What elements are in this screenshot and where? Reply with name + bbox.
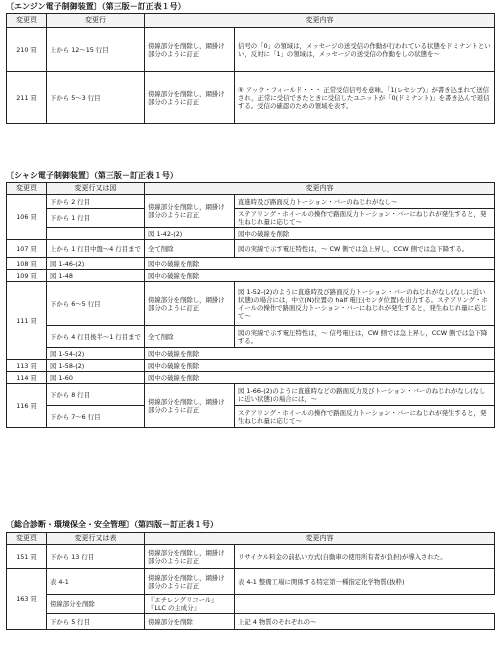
- content-cell: 図 1-66-(2)のように直進時などの路面反力及びトーション・バーのねじれがなし(なしに近い状態)の場合には，～: [235, 384, 495, 406]
- column-header: 変更頁: [7, 183, 47, 195]
- page-cell: 151 頁: [7, 545, 47, 569]
- content-cell: ステアリング・ホイールの操作で路面反力トーション・バーにねじれが発生すると，発生ねじれ量に応じて～: [235, 406, 495, 428]
- action-cell: 図中の破線を削除: [145, 270, 495, 282]
- table-header-row: [7, 14, 495, 28]
- table-row: [7, 258, 495, 270]
- table-row: [7, 228, 495, 240]
- line-cell: 図 1-46-(2): [47, 258, 145, 270]
- page-cell: [47, 228, 145, 240]
- line-cell: 図 1-42-(2): [145, 228, 235, 240]
- line-cell: 図 1-60: [47, 372, 145, 384]
- table-row: [7, 360, 495, 372]
- column-header: 変更頁: [7, 533, 47, 545]
- line-cell: 上から 1 行目中盤～4 行目まで: [47, 240, 145, 258]
- content-cell: 図 1-52-(2)のように直進時及び路面反力トーション・バーのねじれがなし(なしに近い状態)の場合には，中立(N)位置の half 電圧(センタ位置)を出力する。ステアリング・ホイールの操作で路面反力トーション・バーにねじれが発生すると，発生ねじれ量に応じて～: [235, 282, 495, 326]
- line-cell: 下から 4 行目後半～1 行目まで: [47, 326, 145, 348]
- page-cell: 111 頁: [7, 282, 47, 360]
- page-cell: 113 頁: [7, 360, 47, 372]
- table-row: [7, 348, 495, 360]
- table-row: [7, 72, 495, 124]
- action-cell: 図中の破線を削除: [145, 360, 495, 372]
- action-cell: 全て削除: [145, 240, 235, 258]
- page-cell: 210 頁: [7, 28, 47, 72]
- column-header: 変更内容: [145, 533, 495, 545]
- page-cell: 109 頁: [7, 270, 47, 282]
- column-header: 変更頁: [7, 14, 47, 28]
- action-cell: 図中の破線を削除: [235, 228, 495, 240]
- table-row: [7, 326, 495, 348]
- line-cell: 下から 2 行目: [47, 195, 145, 209]
- action-cell: 傍線部分を削除し，網掛け部分のように訂正: [145, 384, 235, 428]
- correction-table: [6, 532, 495, 630]
- action-cell: 傍線部分を削除し，網掛け部分のように訂正: [145, 545, 235, 569]
- page-cell: 108 頁: [7, 258, 47, 270]
- content-cell: リサイクル料金の前払い方式(自動車の使用所有者が負担)が導入された。: [235, 545, 495, 569]
- column-header: 変更行又は図: [47, 183, 145, 195]
- content-cell: ⑤ アック・フィールド・・・ 正常受信信号を意味。「1(レセシブ)」が書き込まれて送信され，正常に受信できたときに受信したユニットが「0(ドミナント)」を書き込んで返信する。受信の確認のための領域を表す。: [235, 72, 495, 124]
- content-cell: 図の実線で示す電圧特性は，～ 信号電圧は，CW 側では急上昇し，CCW 側では急下降する。: [235, 326, 495, 348]
- table-row: [7, 28, 495, 72]
- correction-table: [6, 182, 495, 428]
- column-header: 変更行: [47, 14, 145, 28]
- content-cell: 表 4-1 整備工場に関係する特定第一種指定化学物質(抜粋): [235, 569, 495, 595]
- page-cell: 211 頁: [7, 72, 47, 124]
- page-cell: 116 頁: [7, 384, 47, 428]
- line-cell: 図 1-54-(2): [47, 348, 145, 360]
- table-row: [7, 406, 495, 428]
- action-cell: 傍線部分を削除し，網掛け部分のように訂正: [145, 72, 235, 124]
- table-row: [7, 384, 495, 406]
- table-row: [7, 282, 495, 326]
- line-cell: 上から 12～15 行目: [47, 28, 145, 72]
- line-cell: 下から 1 行目: [47, 209, 145, 228]
- action-cell: 図中の破線を削除: [145, 372, 495, 384]
- page-cell: 163 頁: [7, 569, 47, 630]
- page-cell: 114 頁: [7, 372, 47, 384]
- table-row: [7, 209, 495, 228]
- action-cell: 図中の破線を削除: [145, 348, 495, 360]
- table-row: [7, 595, 495, 614]
- action-cell: 傍線部分を削除: [47, 595, 145, 614]
- table-header-row: [7, 183, 495, 195]
- line-cell: 下から 7～6 行目: [47, 406, 145, 428]
- line-cell: 図 1-58-(2): [47, 360, 145, 372]
- action-cell: 傍線部分を削除し，網掛け部分のように訂正: [145, 569, 235, 595]
- content-cell: 信号の「0」の領域は，メッセージの送受信の作動が行われている状態をドミナントといい，反対に「1」の領域は，メッセージの送受信の作動をしの状態を～: [235, 28, 495, 72]
- line-cell: 下から 6～5 行目: [47, 282, 145, 326]
- column-header: 変更内容: [145, 14, 495, 28]
- page-cell: 106 頁: [7, 195, 47, 240]
- action-cell: 傍線部分を削除: [145, 614, 235, 630]
- table-row: [7, 195, 495, 209]
- column-header: 変更行又は表: [47, 533, 145, 545]
- line-cell: 下から 5～3 行目: [47, 72, 145, 124]
- action-cell: 傍線部分を削除し，網掛け部分のように訂正: [145, 282, 235, 326]
- correction-table: [6, 13, 495, 124]
- table-row: [7, 569, 495, 595]
- line-cell: 図 1-48: [47, 270, 145, 282]
- table-row: [7, 240, 495, 258]
- column-header: 変更内容: [145, 183, 495, 195]
- table-row: [7, 372, 495, 384]
- table-row: [7, 270, 495, 282]
- section-title: 〔シャシ電子制御装置〕（第三版－訂正表１号）: [6, 171, 178, 180]
- action-cell: 全て削除: [145, 326, 235, 348]
- section-title: 〔総合診断・環境保全・安全管理〕（第四版－訂正表１号）: [6, 520, 218, 529]
- page-cell: 107 頁: [7, 240, 47, 258]
- action-cell: 傍線部分を削除し，網掛け部分のように訂正: [145, 28, 235, 72]
- content-cell: 直進時及び路面反力トーション・バーのねじれがなし～: [235, 195, 495, 209]
- table-row: [7, 545, 495, 569]
- line-cell: 下から 8 行目: [47, 384, 145, 406]
- table-row: [7, 614, 495, 630]
- action-cell: 図中の破線を削除: [145, 258, 495, 270]
- line-cell: 表 4-1: [47, 569, 145, 595]
- content-cell: 図の実線で示す電圧特性は，～ CW 側では急上昇し，CCW 側では急下降する。: [235, 240, 495, 258]
- table-header-row: [7, 533, 495, 545]
- content-cell: 上記 4 物質のそれぞれの～: [235, 614, 495, 630]
- line-cell: 下から 13 行目: [47, 545, 145, 569]
- section-title: 〔エンジン電子制御装置〕（第三版－訂正表１号）: [6, 2, 186, 11]
- content-cell: ステアリング・ホイールの操作で路面反力トーション・バーにねじれが発生すると，発生ねじれ量に応じて～: [235, 209, 495, 228]
- line-cell: 下から 5 行目: [47, 614, 145, 630]
- action-cell: 傍線部分を削除し，網掛け部分のように訂正: [145, 195, 235, 228]
- content-cell: 『エチレングリコール』『LLC の主成分』: [145, 595, 235, 614]
